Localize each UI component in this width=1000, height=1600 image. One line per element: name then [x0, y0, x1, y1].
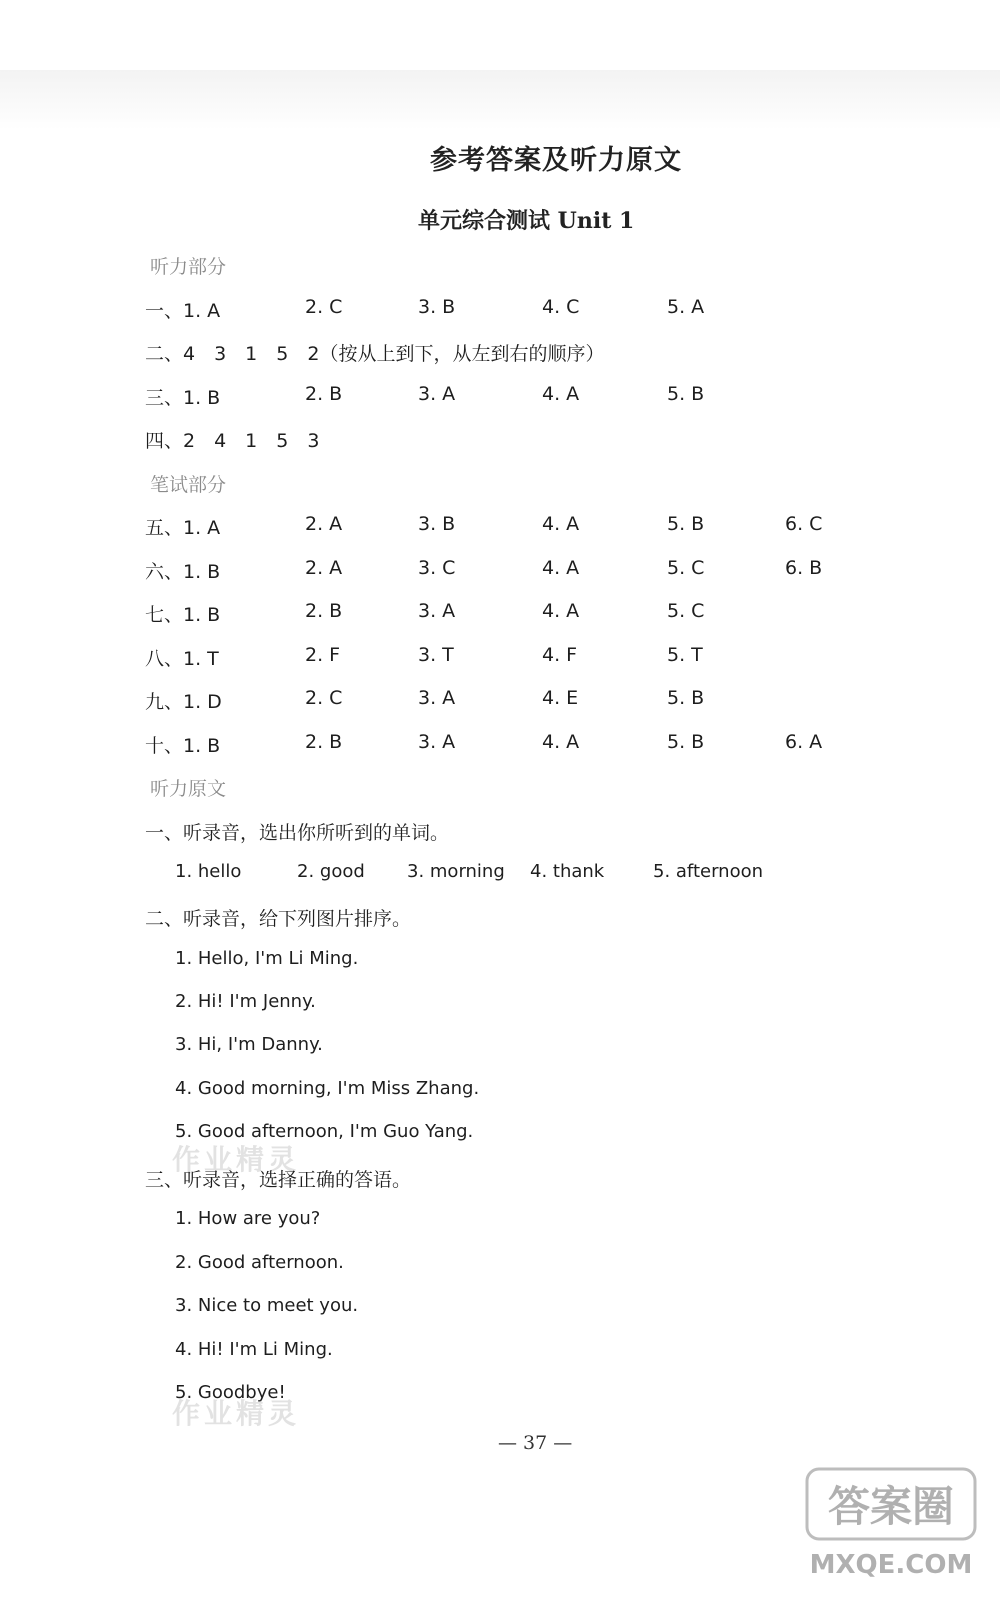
faint-watermark: 作业精灵: [172, 1397, 301, 1430]
answer-cell: 5. C: [667, 557, 705, 579]
answer-cell: 3. A: [418, 600, 456, 622]
question-heading: 三、听录音，选择正确的答语。: [145, 1169, 412, 1191]
script-line: 2. Good afternoon.: [175, 1252, 344, 1273]
answer-cell: 六、1. B: [145, 561, 221, 583]
answer-cell: 5. B: [667, 687, 705, 709]
answer-cell: 5. B: [667, 383, 705, 405]
script-line: 4. Hi! I'm Li Ming.: [175, 1339, 333, 1360]
answer-cell: 一、1. A: [145, 300, 221, 322]
word-item: 3. morning: [407, 861, 505, 882]
word-list: [175, 861, 875, 887]
word-item: 4. thank: [530, 861, 605, 882]
answer-cell: 2. C: [305, 687, 343, 709]
answer-row: [145, 687, 885, 713]
answer-cell: 二、4 3 1 5 2（按从上到下，从左到右的顺序）: [145, 343, 605, 365]
answer-cell: 3. A: [418, 383, 456, 405]
answer-cell: 2. B: [305, 600, 343, 622]
faint-watermark: 作业精灵: [172, 1143, 301, 1176]
answer-cell: 2. B: [305, 731, 343, 753]
answer-row: [145, 383, 885, 409]
answer-cell: 5. B: [667, 513, 705, 535]
answer-cell: 4. F: [542, 644, 578, 666]
script-line: 3. Nice to meet you.: [175, 1295, 359, 1316]
section-heading-written: 笔试部分: [150, 474, 227, 496]
answer-row: [145, 644, 885, 670]
script-line: 3. Hi, I'm Danny.: [175, 1034, 323, 1055]
answer-cell: 5. A: [667, 296, 705, 318]
script-line: 5. Goodbye!: [175, 1382, 286, 1403]
answer-cell: 5. T: [667, 644, 703, 666]
logo-graphic: [805, 1465, 980, 1590]
unit-subtitle: 单元综合测试 Unit 1: [418, 208, 635, 234]
script-line: 1. How are you?: [175, 1208, 321, 1229]
section-heading-listening: 听力部分: [150, 256, 227, 278]
answer-cell: 3. C: [418, 557, 456, 579]
answer-cell: 七、1. B: [145, 604, 221, 626]
answer-cell: 4. A: [542, 600, 580, 622]
answer-cell: 八、1. T: [145, 648, 219, 670]
word-item: 2. good: [297, 861, 365, 882]
site-logo-watermark: [805, 1465, 980, 1590]
answer-cell: 四、2 4 1 5 3: [145, 430, 320, 452]
answer-cell: 五、1. A: [145, 517, 221, 539]
answer-cell: 3. A: [418, 731, 456, 753]
answer-cell: 4. C: [542, 296, 580, 318]
answer-cell: 5. B: [667, 731, 705, 753]
answer-cell: 2. F: [305, 644, 341, 666]
answer-cell: 2. A: [305, 557, 343, 579]
logo-text-bottom: MXQE.COM: [809, 1550, 973, 1580]
answer-cell: 2. B: [305, 383, 343, 405]
logo-text-top: 答案圈: [827, 1482, 955, 1531]
answer-cell: 3. B: [418, 296, 456, 318]
section-heading-script: 听力原文: [150, 778, 227, 800]
answer-cell: 6. C: [785, 513, 823, 535]
answer-cell: 4. A: [542, 513, 580, 535]
script-line: 5. Good afternoon, I'm Guo Yang.: [175, 1121, 474, 1142]
script-line: 2. Hi! I'm Jenny.: [175, 991, 316, 1012]
answer-cell: 三、1. B: [145, 387, 221, 409]
question-heading: 一、听录音，选出你所听到的单词。: [145, 822, 450, 844]
answer-cell: 4. A: [542, 731, 580, 753]
script-line: 4. Good morning, I'm Miss Zhang.: [175, 1078, 480, 1099]
scan-top-band: [0, 70, 1000, 130]
answer-row: [145, 513, 885, 539]
answer-cell: 2. C: [305, 296, 343, 318]
answer-cell: 3. T: [418, 644, 454, 666]
answer-cell: 5. C: [667, 600, 705, 622]
answer-cell: 6. B: [785, 557, 823, 579]
answer-cell: 九、1. D: [145, 691, 222, 713]
answer-row: [145, 600, 885, 626]
answer-row: [145, 731, 885, 757]
answer-row: [145, 557, 885, 583]
word-item: 5. afternoon: [653, 861, 764, 882]
answer-cell: 十、1. B: [145, 735, 221, 757]
script-line: 1. Hello, I'm Li Ming.: [175, 948, 359, 969]
answer-cell: 4. A: [542, 383, 580, 405]
answer-row: [145, 426, 885, 452]
answer-row: [145, 339, 885, 365]
page-number: — 37 —: [498, 1432, 573, 1454]
answer-cell: 4. A: [542, 557, 580, 579]
answer-row: [145, 296, 885, 322]
answer-cell: 2. A: [305, 513, 343, 535]
word-item: 1. hello: [175, 861, 242, 882]
answer-cell: 4. E: [542, 687, 579, 709]
answer-cell: 3. A: [418, 687, 456, 709]
page-title: 参考答案及听力原文: [430, 145, 682, 176]
question-heading: 二、听录音，给下列图片排序。: [145, 908, 412, 930]
answer-cell: 6. A: [785, 731, 823, 753]
answer-cell: 3. B: [418, 513, 456, 535]
